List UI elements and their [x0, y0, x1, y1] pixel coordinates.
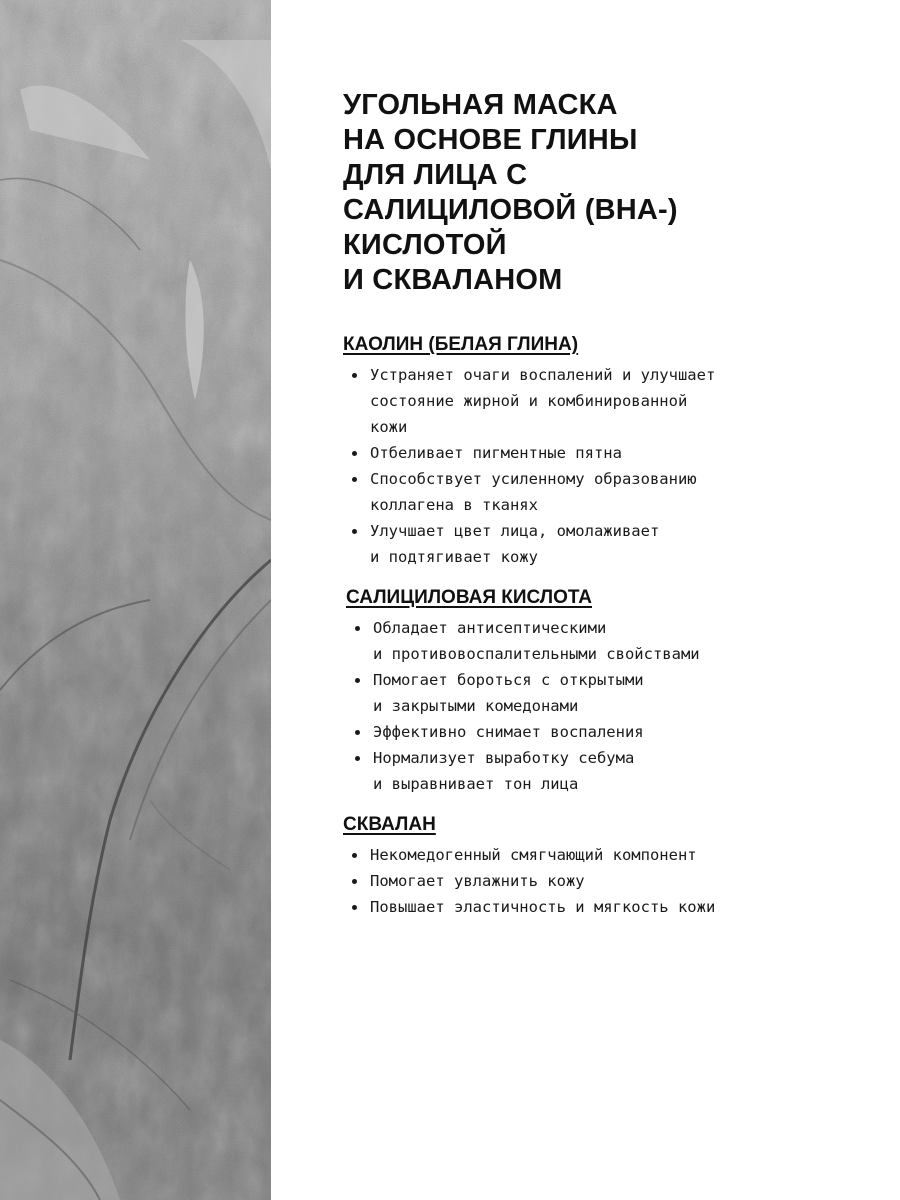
- list-item: [343, 466, 863, 518]
- bullet-icon: [352, 853, 357, 858]
- list-item-text: Улучшает цвет лица, омолаживает и подтягивает кожу: [370, 522, 660, 566]
- list-item-text: Способствует усиленному образованию коллагена в тканях: [370, 470, 697, 514]
- bullet-icon: [352, 879, 357, 884]
- list-item-text: Нормализует выработку себума и выравнивает тон лица: [373, 749, 635, 793]
- list-item: [343, 842, 863, 868]
- list-item: [346, 719, 863, 745]
- list-item: [343, 518, 863, 570]
- section-heading: СКВАЛАН: [343, 814, 436, 835]
- list-item: [346, 615, 863, 667]
- section-salicylic-acid: [346, 587, 863, 797]
- title-line: УГОЛЬНАЯ МАСКА: [343, 89, 618, 121]
- bullet-icon: [355, 730, 360, 735]
- title-line: И СКВАЛАНОМ: [343, 264, 563, 296]
- title-line: НА ОСНОВЕ ГЛИНЫ: [343, 124, 638, 156]
- bullet-icon: [352, 373, 357, 378]
- list-item: [343, 440, 863, 466]
- page-title: [343, 88, 863, 298]
- bullet-icon: [355, 756, 360, 761]
- list-item: [346, 667, 863, 719]
- bullet-list: [346, 615, 863, 797]
- clay-texture-icon: [0, 0, 271, 1200]
- list-item: [343, 868, 863, 894]
- bullet-list: [343, 362, 863, 570]
- list-item-text: Некомедогенный смягчающий компонент: [370, 846, 697, 864]
- list-item-text: Обладает антисептическими и противовоспалительными свойствами: [373, 619, 700, 663]
- bullet-icon: [352, 905, 357, 910]
- bullet-icon: [352, 529, 357, 534]
- section-heading: КАОЛИН (БЕЛАЯ ГЛИНА): [343, 334, 579, 355]
- title-line: САЛИЦИЛОВОЙ (BHA-): [343, 194, 678, 226]
- bullet-icon: [352, 477, 357, 482]
- title-line: ДЛЯ ЛИЦА С: [343, 159, 528, 191]
- section-kaolin: [343, 334, 863, 570]
- bullet-icon: [355, 678, 360, 683]
- list-item: [343, 894, 863, 920]
- bullet-list: [343, 842, 863, 920]
- list-item-text: Помогает бороться с открытыми и закрытыми комедонами: [373, 671, 644, 715]
- list-item-text: Отбеливает пигментные пятна: [370, 444, 622, 462]
- title-line: КИСЛОТОЙ: [343, 229, 507, 261]
- section-squalane: [343, 814, 863, 920]
- list-item-text: Устраняет очаги воспалений и улучшает состояние жирной и комбинированной кожи: [370, 366, 716, 436]
- list-item-text: Повышает эластичность и мягкость кожи: [370, 898, 716, 916]
- bullet-icon: [355, 626, 360, 631]
- list-item-text: Помогает увлажнить кожу: [370, 872, 585, 890]
- bullet-icon: [352, 451, 357, 456]
- list-item: [343, 362, 863, 440]
- list-item-text: Эффективно снимает воспаления: [373, 723, 644, 741]
- clay-texture-image: [0, 0, 271, 1200]
- content-column: [343, 88, 863, 920]
- list-item: [346, 745, 863, 797]
- section-heading: САЛИЦИЛОВАЯ КИСЛОТА: [346, 587, 593, 608]
